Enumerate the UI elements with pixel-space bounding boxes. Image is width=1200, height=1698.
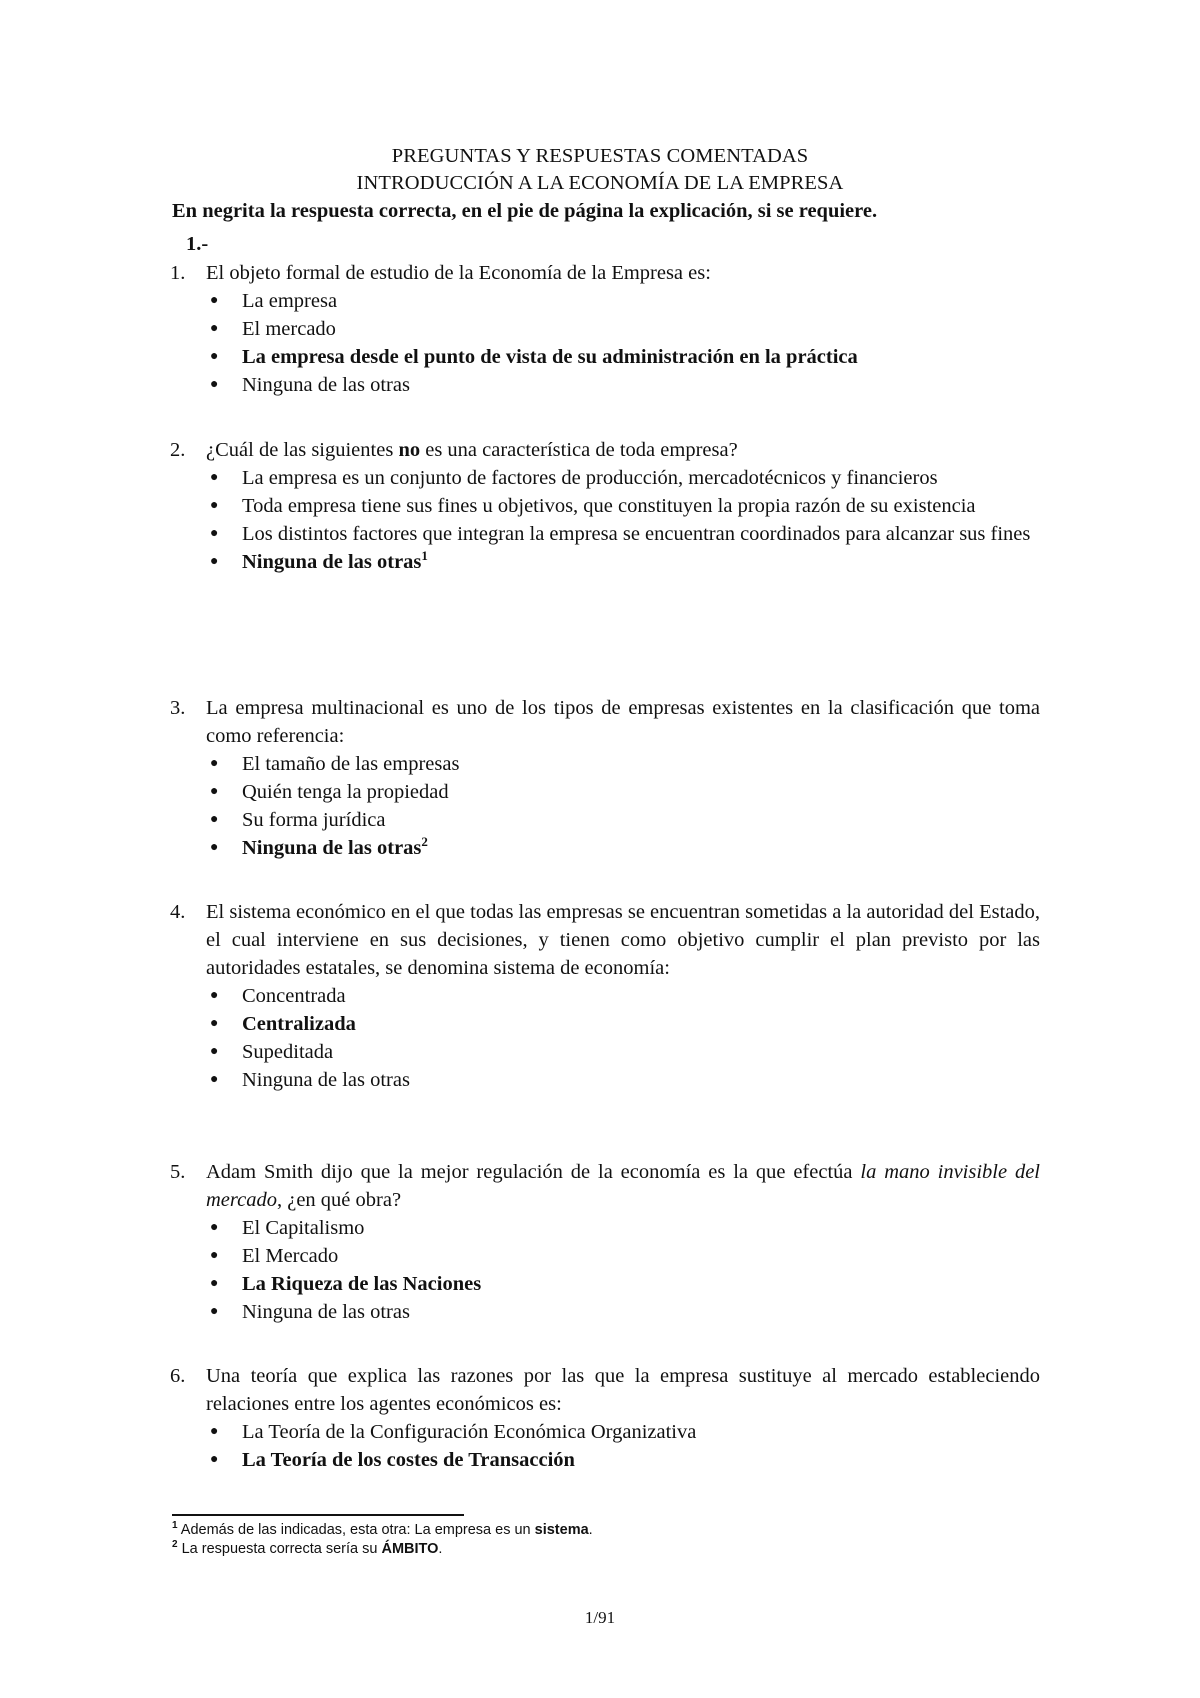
- bullet-icon: ●: [210, 470, 219, 485]
- bullet-icon: ●: [210, 1452, 219, 1467]
- option: ● Su forma jurídica: [206, 806, 1040, 834]
- option-correct: ● La Riqueza de las Naciones: [206, 1270, 1040, 1298]
- question-text: Una teoría que explica las razones por las que la empresa sustituye al mercado estableciendo relaciones entre los agentes económicos es:: [206, 1365, 1040, 1415]
- bullet-icon: ●: [210, 840, 219, 855]
- bullet-icon: ●: [210, 377, 219, 392]
- options-list: [206, 1214, 1040, 1326]
- options-list: [206, 287, 1040, 399]
- option: ● Ninguna de las otras: [206, 1066, 1040, 1094]
- footnote-separator: [172, 1514, 464, 1516]
- question-6: [170, 1362, 1040, 1474]
- bullet-icon: ●: [210, 554, 219, 569]
- instructions-text: En negrita la respuesta correcta, en el pie de página la explicación, si se requiere.: [172, 200, 878, 222]
- footnote-ref: 1: [421, 548, 428, 564]
- bullet-icon: ●: [210, 321, 219, 336]
- bullet-icon: ●: [210, 1424, 219, 1439]
- option: ● Concentrada: [206, 982, 1040, 1010]
- question-text: Adam Smith dijo que la mejor regulación de la economía es la que efectúa la mano invisible del mercado, ¿en qué obra?: [206, 1161, 1040, 1211]
- option: ● Los distintos factores que integran la empresa se encuentran coordinados para alcanzar sus fines: [206, 520, 1040, 548]
- document-subtitle: INTRODUCCIÓN A LA ECONOMÍA DE LA EMPRESA: [356, 172, 844, 194]
- page-number: 1/91: [584, 1608, 616, 1627]
- options-list: [206, 1418, 1040, 1474]
- option-correct: ● Ninguna de las otras$^1$: [206, 548, 1040, 576]
- option: ● Ninguna de las otras: [206, 371, 1040, 399]
- bullet-icon: ●: [210, 1276, 219, 1291]
- options-list: [206, 982, 1040, 1094]
- option: ● Toda empresa tiene sus fines u objetivos, que constituyen la propia razón de su existencia: [206, 492, 1040, 520]
- options-list: [206, 464, 1040, 576]
- section-number: 1.-: [186, 233, 209, 255]
- option: ● Supeditada: [206, 1038, 1040, 1066]
- question-number: 3.: [170, 697, 186, 719]
- option-correct: ● La empresa desde el punto de vista de su administración en la práctica: [206, 343, 1040, 371]
- bullet-icon: ●: [210, 526, 219, 541]
- question-number: 6.: [170, 1365, 186, 1387]
- bullet-icon: ●: [210, 293, 219, 308]
- option: ● El Mercado: [206, 1242, 1040, 1270]
- footnote-2: $^2$ La respuesta correcta sería su ÁMBITO.: [172, 1539, 443, 1557]
- bullet-icon: ●: [210, 1072, 219, 1087]
- bullet-icon: ●: [210, 1248, 219, 1263]
- question-number: 4.: [170, 901, 186, 923]
- option: ● El mercado: [206, 315, 1040, 343]
- question-text: El sistema económico en el que todas las empresas se encuentran sometidas a la autoridad del Estado, el cual interviene en sus decisiones, y tienen como objetivo cumplir el plan previsto por las autoridades estatales, se denomina sistema de economía:: [206, 901, 1040, 979]
- option: ● El Capitalismo: [206, 1214, 1040, 1242]
- question-number: 2.: [170, 439, 186, 461]
- footnote-ref: 2: [421, 834, 428, 850]
- bullet-icon: ●: [210, 1220, 219, 1235]
- bullet-icon: ●: [210, 498, 219, 513]
- option: ● La Teoría de la Configuración Económica Organizativa: [206, 1418, 1040, 1446]
- option: ● El tamaño de las empresas: [206, 750, 1040, 778]
- document-title: PREGUNTAS Y RESPUESTAS COMENTADAS: [391, 145, 809, 167]
- bullet-icon: ●: [210, 1044, 219, 1059]
- question-number: 1.: [170, 262, 186, 284]
- options-list: [206, 750, 1040, 862]
- bullet-icon: ●: [210, 349, 219, 364]
- bullet-icon: ●: [210, 756, 219, 771]
- bullet-icon: ●: [210, 812, 219, 827]
- question-text: ¿Cuál de las siguientes no es una característica de toda empresa?: [206, 439, 738, 461]
- option-correct: ● Ninguna de las otras$^2$: [206, 834, 1040, 862]
- question-2: [170, 436, 1040, 576]
- bullet-icon: ●: [210, 1016, 219, 1031]
- question-5: [170, 1158, 1040, 1326]
- footnote-1: $^1$ Además de las indicadas, esta otra: La empresa es un sistema.: [172, 1520, 593, 1538]
- bullet-icon: ●: [210, 784, 219, 799]
- bullet-icon: ●: [210, 1304, 219, 1319]
- question-1: [170, 259, 1040, 399]
- question-number: 5.: [170, 1161, 186, 1183]
- option: ● La empresa es un conjunto de factores de producción, mercadotécnicos y financieros: [206, 464, 1040, 492]
- question-text: El objeto formal de estudio de la Economía de la Empresa es:: [206, 262, 711, 284]
- option: ● La empresa: [206, 287, 1040, 315]
- question-3: [170, 694, 1040, 862]
- option: ● Ninguna de las otras: [206, 1298, 1040, 1326]
- option-correct: ● La Teoría de los costes de Transacción: [206, 1446, 1040, 1474]
- question-text: La empresa multinacional es uno de los tipos de empresas existentes en la clasificación que toma como referencia:: [206, 697, 1040, 747]
- option-correct: ● Centralizada: [206, 1010, 1040, 1038]
- bullet-icon: ●: [210, 988, 219, 1003]
- option: ● Quién tenga la propiedad: [206, 778, 1040, 806]
- question-4: [170, 898, 1040, 1094]
